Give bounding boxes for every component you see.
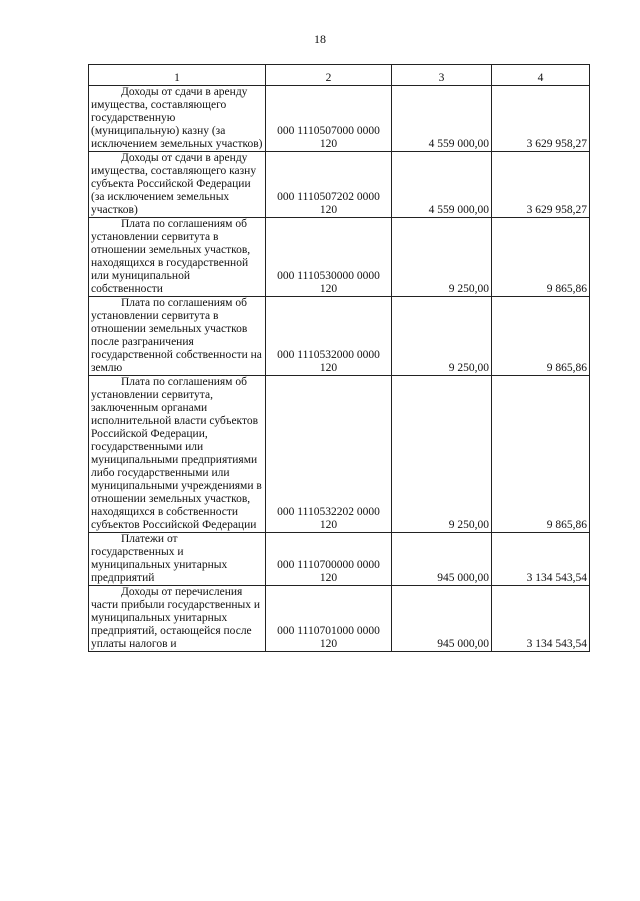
page-number: 18	[314, 32, 326, 46]
column-header-4: 4	[492, 65, 590, 86]
row-name: Доходы от сдачи в аренду имущества, составляющего государственную (муниципальную) казну (за исключением земельных участков)	[89, 86, 266, 152]
row-fact: 3 134 543,54	[492, 586, 590, 652]
table-row	[89, 297, 590, 376]
row-fact: 3 629 958,27	[492, 86, 590, 152]
row-code: 000 1110701000 0000 120	[266, 586, 392, 652]
row-fact: 9 865,86	[492, 297, 590, 376]
row-plan: 945 000,00	[392, 533, 492, 586]
row-fact: 3 134 543,54	[492, 533, 590, 586]
table-row	[89, 586, 590, 652]
row-code: 000 1110532202 0000 120	[266, 376, 392, 533]
row-name: Доходы от сдачи в аренду имущества, составляющего казну субъекта Российской Федерации (за исключением земельных участков)	[89, 152, 266, 218]
row-name: Платежи от государственных и муниципальных унитарных предприятий	[89, 533, 266, 586]
row-plan: 9 250,00	[392, 218, 492, 297]
row-plan: 9 250,00	[392, 297, 492, 376]
row-name: Плата по соглашениям об установлении сервитута в отношении земельных участков после разграничения государственной собственности на землю	[89, 297, 266, 376]
row-code: 000 1110532000 0000 120	[266, 297, 392, 376]
table-row	[89, 533, 590, 586]
row-code: 000 1110507202 0000 120	[266, 152, 392, 218]
row-code: 000 1110530000 0000 120	[266, 218, 392, 297]
table-header-row	[89, 65, 590, 86]
table-row	[89, 86, 590, 152]
row-plan: 945 000,00	[392, 586, 492, 652]
column-header-1: 1	[89, 65, 266, 86]
table-row	[89, 152, 590, 218]
column-header-3: 3	[392, 65, 492, 86]
row-name: Плата по соглашениям об установлении сервитута в отношении земельных участков, находящихся в государственной или муниципальной собственности	[89, 218, 266, 297]
row-name: Доходы от перечисления части прибыли государственных и муниципальных унитарных предприятий, остающейся после уплаты налогов и	[89, 586, 266, 652]
row-code: 000 1110507000 0000 120	[266, 86, 392, 152]
row-fact: 3 629 958,27	[492, 152, 590, 218]
row-code: 000 1110700000 0000 120	[266, 533, 392, 586]
column-header-2: 2	[266, 65, 392, 86]
table-row	[89, 218, 590, 297]
row-fact: 9 865,86	[492, 376, 590, 533]
revenue-table	[88, 64, 590, 652]
row-plan: 4 559 000,00	[392, 86, 492, 152]
row-plan: 4 559 000,00	[392, 152, 492, 218]
row-name: Плата по соглашениям об установлении сервитута, заключенным органами исполнительной власти субъектов Российской Федерации, государственными или муниципальными предприятиями либо государственными или муниципальными учреждениями в отношении земельных участков, находящихся в собственности субъектов Российской Федерации	[89, 376, 266, 533]
row-plan: 9 250,00	[392, 376, 492, 533]
row-fact: 9 865,86	[492, 218, 590, 297]
table-row	[89, 376, 590, 533]
